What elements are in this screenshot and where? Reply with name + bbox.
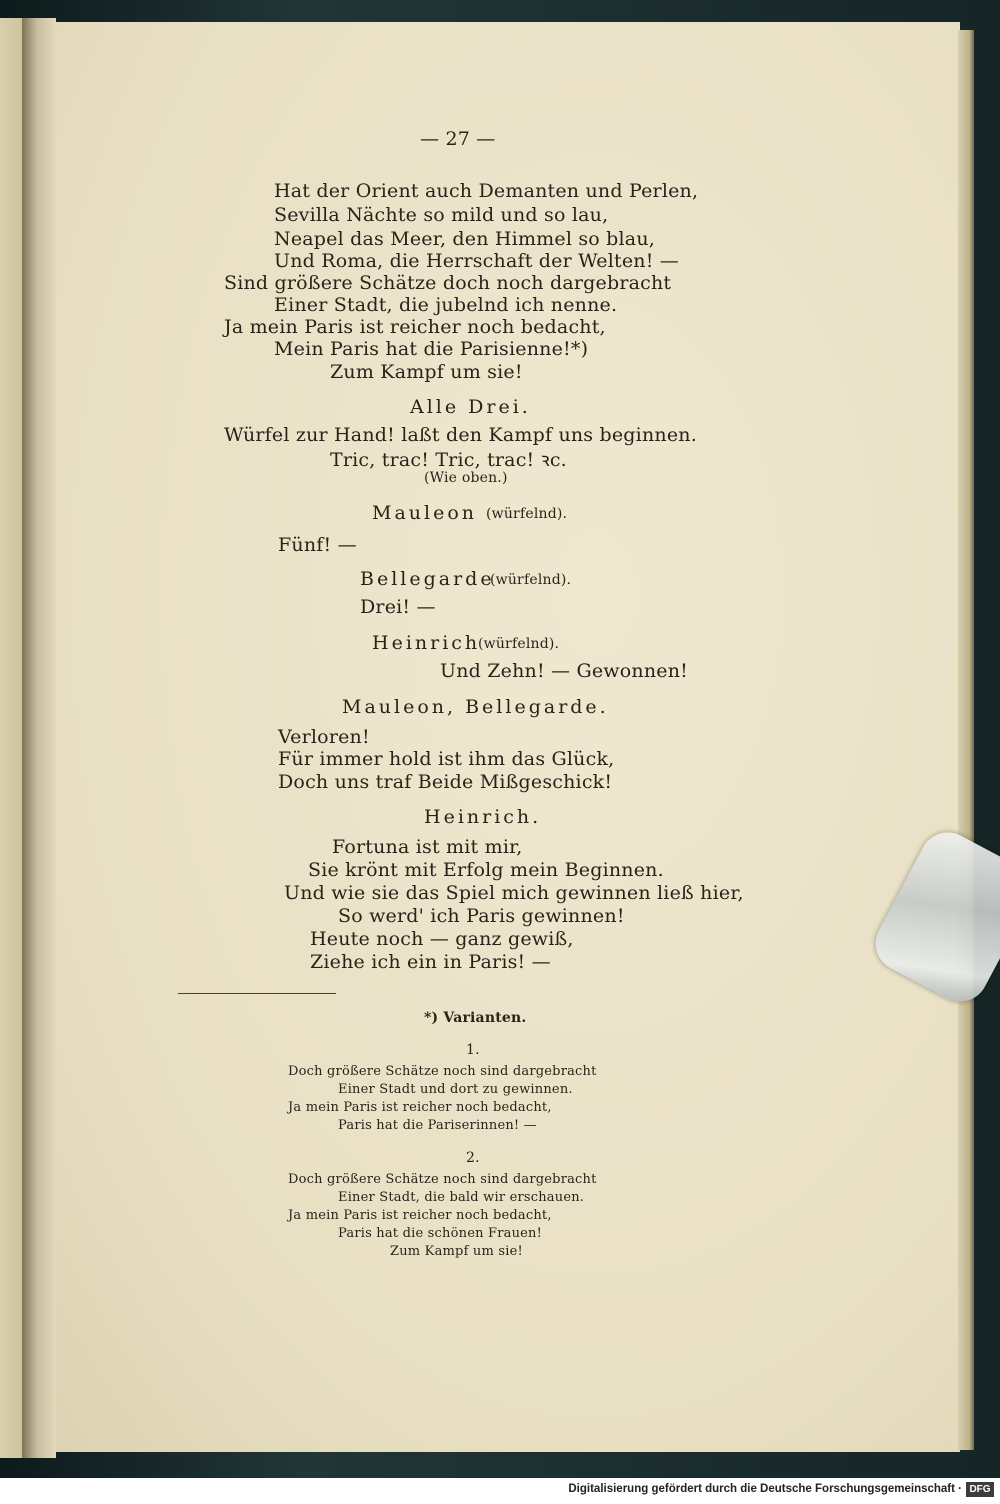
- verse-line: Hat der Orient auch Demanten und Perlen,: [274, 180, 699, 202]
- variant-number: 2.: [466, 1150, 480, 1166]
- verse-line: Und wie sie das Spiel mich gewinnen ließ hier,: [284, 882, 744, 904]
- speaker-heading: Mauleon: [372, 502, 478, 524]
- variant-line: Ja mein Paris ist reicher noch bedacht,: [288, 1208, 552, 1223]
- verse-line: Zum Kampf um sie!: [330, 361, 523, 383]
- dfg-logo-icon: DFG: [966, 1482, 994, 1497]
- variant-line: Paris hat die schönen Frauen!: [338, 1226, 543, 1241]
- verse-line: Sind größere Schätze doch noch dargebracht: [224, 272, 672, 294]
- variant-line: Zum Kampf um sie!: [390, 1244, 523, 1259]
- verse-line: Mein Paris hat die Parisienne!*): [274, 338, 589, 360]
- right-page-edge: [958, 30, 974, 1450]
- verse-line: Drei! —: [360, 596, 436, 618]
- speaker-heading: Heinrich: [372, 632, 481, 654]
- verse-line: Sevilla Nächte so mild und so lau,: [274, 204, 609, 226]
- verse-line: Und Roma, die Herrschaft der Welten! —: [274, 250, 680, 272]
- verse-line: Ja mein Paris ist reicher noch bedacht,: [224, 316, 606, 338]
- stage-direction: (würfelnd).: [478, 636, 560, 652]
- funding-credit: Digitalisierung gefördert durch die Deutsche Forschungsgemeinschaft ·: [568, 1483, 962, 1495]
- verse-line: So werd' ich Paris gewinnen!: [338, 905, 625, 927]
- verse-line: Und Zehn! — Gewonnen!: [440, 660, 688, 682]
- stage-direction: (würfelnd).: [490, 572, 572, 588]
- variant-line: Einer Stadt, die bald wir erschauen.: [338, 1190, 585, 1205]
- verse-line: Doch uns traf Beide Mißgeschick!: [278, 771, 613, 793]
- variant-line: Doch größere Schätze noch sind dargebracht: [288, 1172, 597, 1187]
- verse-line: Für immer hold ist ihm das Glück,: [278, 748, 615, 770]
- verse-line: Fünf! —: [278, 534, 357, 556]
- variant-number: 1.: [466, 1042, 480, 1058]
- verse-line: Fortuna ist mit mir,: [332, 836, 523, 858]
- variant-line: Paris hat die Pariserinnen! —: [338, 1118, 537, 1133]
- footnote-title: *) Varianten.: [424, 1010, 527, 1026]
- verse-line: Neapel das Meer, den Himmel so blau,: [274, 228, 656, 250]
- speaker-heading: Bellegarde: [360, 568, 495, 590]
- verse-line: Einer Stadt, die jubelnd ich nenne.: [274, 294, 618, 316]
- stage-direction: (würfelnd).: [486, 506, 568, 522]
- verse-line: Sie krönt mit Erfolg mein Beginnen.: [308, 859, 664, 881]
- footnote-rule: [178, 993, 336, 994]
- page-number: — 27 —: [420, 128, 496, 150]
- verse-line: Heute noch — ganz gewiß,: [310, 928, 574, 950]
- verse-line: Tric, trac! Tric, trac! ꝛc.: [330, 449, 567, 471]
- speaker-heading: Heinrich.: [424, 806, 542, 828]
- verse-line: Ziehe ich ein in Paris! —: [310, 951, 551, 973]
- book-gutter: [22, 18, 56, 1458]
- variant-line: Doch größere Schätze noch sind dargebracht: [288, 1064, 597, 1079]
- variant-line: Ja mein Paris ist reicher noch bedacht,: [288, 1100, 552, 1115]
- variant-line: Einer Stadt und dort zu gewinnen.: [338, 1082, 573, 1097]
- verse-line: Verloren!: [278, 726, 370, 748]
- speaker-heading: Mauleon, Bellegarde.: [342, 696, 609, 718]
- verse-line: Würfel zur Hand! laßt den Kampf uns beginnen.: [224, 424, 697, 446]
- speaker-heading: Alle Drei.: [410, 396, 531, 418]
- stage-direction: (Wie oben.): [424, 470, 508, 486]
- footer-bar: [0, 1478, 1000, 1504]
